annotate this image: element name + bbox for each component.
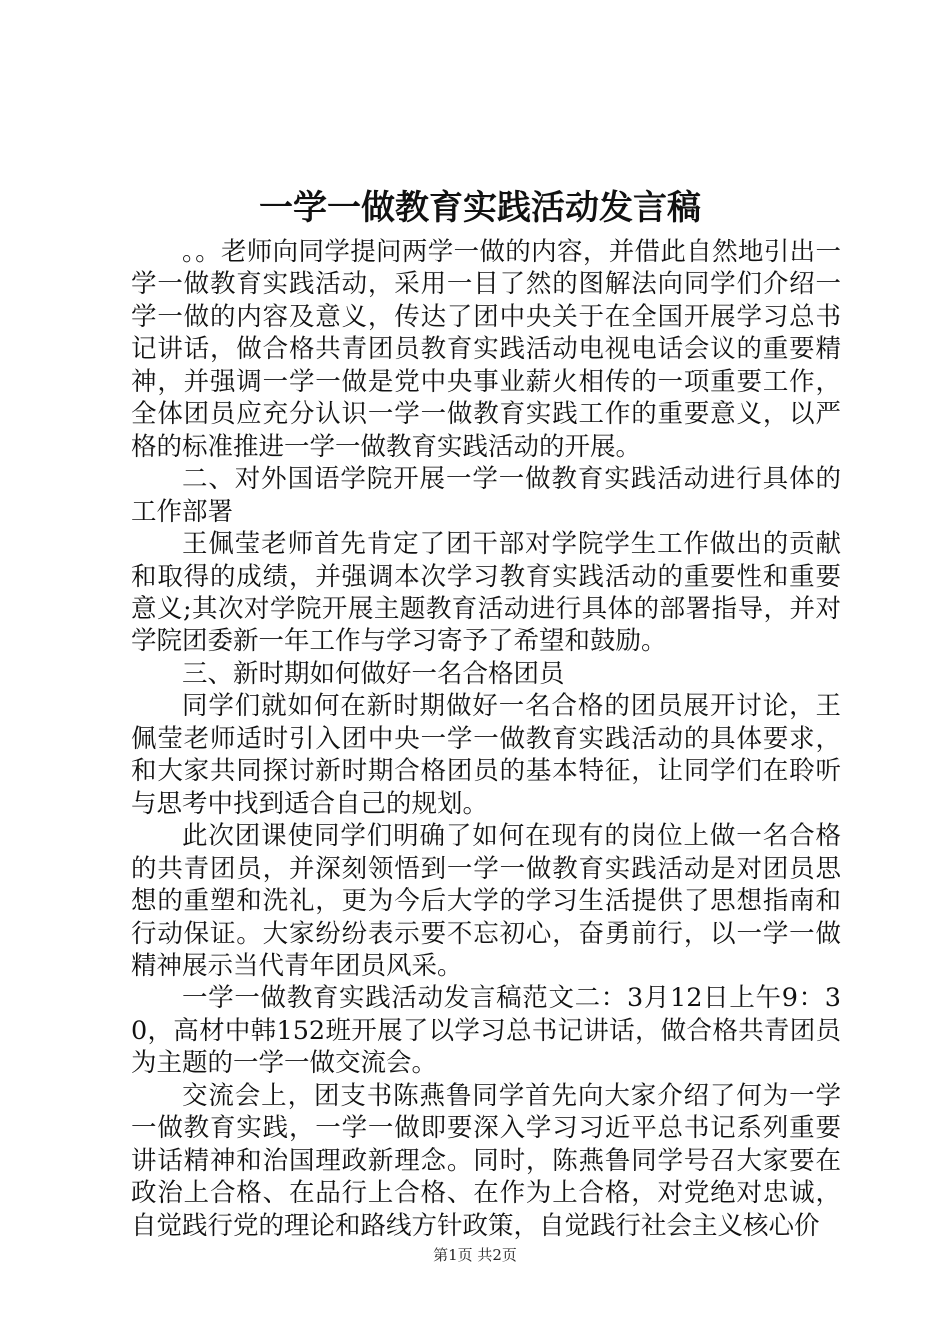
paragraph: 一学一做教育实践活动发言稿范文二：3月12日上午9：30，高材中韩152班开展了以学习总书记讲话，做合格共青团员为主题的一学一做交流会。	[131, 983, 841, 1079]
paragraph: 此次团课使同学们明确了如何在现有的岗位上做一名合格的共青团员，并深刻领悟到一学一做教育实践活动是对团员思想的重塑和洗礼，更为今后大学的学习生活提供了思想指南和行动保证。大家纷纷表示要不忘初心，奋勇前行，以一学一做精神展示当代青年团员风采。	[131, 821, 841, 981]
paragraph: 王佩莹老师首先肯定了团干部对学院学生工作做出的贡献和取得的成绩，并强调本次学习教育实践活动的重要性和重要意义;其次对学院开展主题教育活动进行具体的部署指导，并对学院团委新一年工作与学习寄予了希望和鼓励。	[131, 529, 841, 657]
section-heading: 二、对外国语学院开展一学一做教育实践活动进行具体的工作部署	[131, 464, 841, 527]
document-title: 一学一做教育实践活动发言稿	[259, 188, 701, 228]
section-heading: 三、新时期如何做好一名合格团员	[182, 658, 565, 689]
paragraph: 。。老师向同学提问两学一做的内容，并借此自然地引出一学一做教育实践活动，采用一目了然的图解法向同学们介绍一学一做的内容及意义，传达了团中央关于在全国开展学习总书记讲话，做合格共青团员教育实践活动电视电话会议的重要精神，并强调一学一做是党中央事业薪火相传的一项重要工作，全体团员应充分认识一学一做教育实践工作的重要意义，以严格的标准推进一学一做教育实践活动的开展。	[131, 237, 841, 462]
paragraph: 交流会上，团支书陈燕鲁同学首先向大家介绍了何为一学一做教育实践，一学一做即要深入学习习近平总书记系列重要讲话精神和治国理政新理念。同时，陈燕鲁同学号召大家要在政治上合格、在品行上合格、在作为上合格，对党绝对忠诚，自觉践行党的理论和路线方针政策，自觉践行社会主义核心价	[131, 1080, 841, 1241]
document-body	[131, 236, 841, 1242]
page-footer: 第1页 共2页	[433, 1246, 517, 1264]
paragraph: 同学们就如何在新时期做好一名合格的团员展开讨论，王佩莹老师适时引入团中央一学一做教育实践活动的具体要求，和大家共同探讨新时期合格团员的基本特征，让同学们在聆听与思考中找到适合自己的规划。	[131, 691, 841, 819]
